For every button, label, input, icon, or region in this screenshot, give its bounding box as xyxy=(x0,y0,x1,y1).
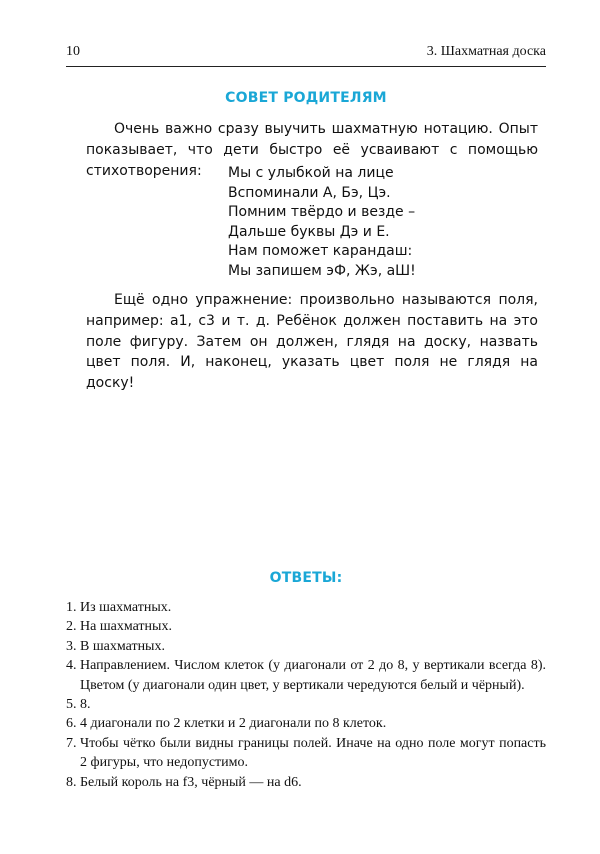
poem-line: Дальше буквы Дэ и Е. xyxy=(228,223,390,240)
answer-number: 1. xyxy=(66,600,77,615)
page-number: 10 xyxy=(66,44,80,59)
page-header xyxy=(66,38,546,60)
poem-line: Вспоминали А, Бэ, Цэ. xyxy=(228,184,391,201)
header-rule xyxy=(66,66,546,67)
answer-number: 2. xyxy=(66,619,77,635)
answer-text: 8. xyxy=(80,697,91,713)
answer-text: На шахматных. xyxy=(80,619,172,635)
answer-number: 4. xyxy=(66,658,77,674)
advice-heading: СОВЕТ РОДИТЕЛЯМ xyxy=(225,90,387,106)
answers-heading: ОТВЕТЫ: xyxy=(269,570,343,586)
advice-intro-paragraph: Очень важно сразу выучить шахматную нотацию. Опыт показывает, что дети быстро её усваивают с помощью стихотворения: xyxy=(86,121,538,179)
answer-text: В шахматных. xyxy=(80,638,165,654)
answer-item xyxy=(66,773,546,792)
answer-text: 4 диагонали по 2 клетки и 2 диагонали по 8 клеток. xyxy=(80,716,387,732)
answer-number: 6. xyxy=(66,716,77,732)
answer-text: Направлением. Числом клеток (у диагонали от 2 до 8, у вертикали всегда 8). Цветом (у диагонали один цвет, у вертикали чередуются белый и чёрный). xyxy=(80,658,546,693)
exercise-paragraph: Ещё одно упражнение: произвольно называются поля, например: а1, с3 и т. д. Ребёнок должен поставить на это поле фигуру. Затем он должен, глядя на доску, назвать цвет поля. И, наконец, указать цвет поля не глядя на доску! xyxy=(86,292,538,392)
answer-text: Из шахматных. xyxy=(80,600,172,615)
answer-text: Белый король на f3, чёрный — на d6. xyxy=(80,774,302,790)
answers-list xyxy=(66,598,546,792)
answer-item xyxy=(66,714,546,733)
running-section-title: 3. Шахматная доска xyxy=(426,44,546,59)
answer-item xyxy=(66,598,546,617)
answer-number: 7. xyxy=(66,735,77,751)
answer-number: 8. xyxy=(66,774,77,790)
answer-number: 5. xyxy=(66,697,77,713)
answer-item xyxy=(66,637,546,656)
poem-line: Помним твёрдо и везде – xyxy=(228,204,416,221)
answer-item xyxy=(66,656,546,695)
answer-item xyxy=(66,695,546,714)
poem-line: Нам поможет карандаш: xyxy=(228,243,413,260)
answer-text: Чтобы чётко были видны границы полей. Иначе на одно поле могут попасть 2 фигуры, что недопустимо. xyxy=(80,735,546,771)
answer-item xyxy=(66,734,546,773)
answer-number: 3. xyxy=(66,638,77,654)
poem-line: Мы запишем эФ, Жэ, аШ! xyxy=(228,262,416,279)
answer-item xyxy=(66,617,546,636)
notation-poem xyxy=(228,164,528,282)
poem-line: Мы с улыбкой на лице xyxy=(228,165,394,181)
